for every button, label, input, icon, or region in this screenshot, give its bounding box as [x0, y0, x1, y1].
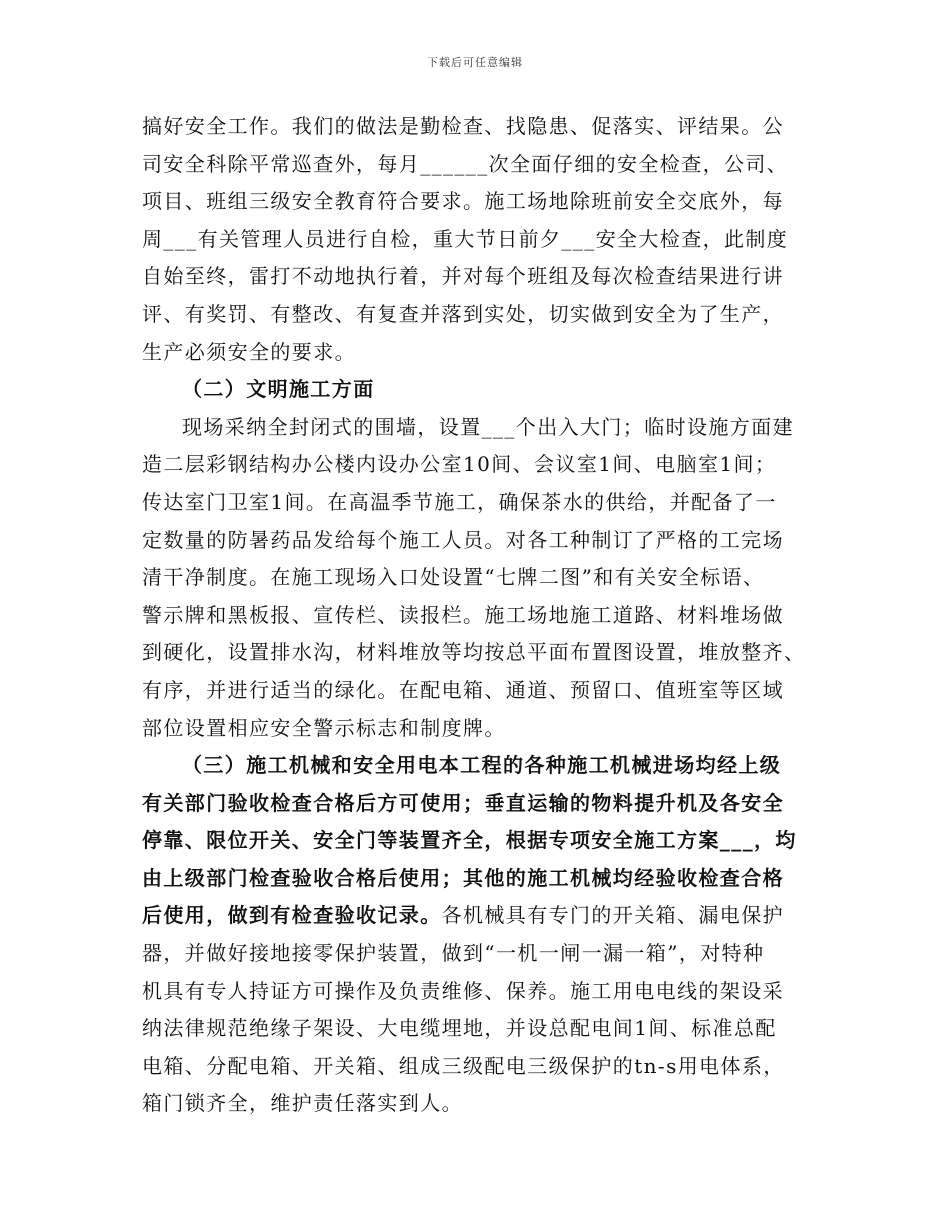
paragraph-line: 司安全科除平常巡查外，每月______次全面仔细的安全检查，公司、	[142, 151, 789, 176]
bold-text-run: 后使用，做到有检查验收记录。	[142, 903, 442, 928]
paragraph-line: 评、有奖罚、有整改、有复查并落到实处，切实做到安全为了生产，	[142, 301, 784, 326]
section-heading-line: （三）施工机械和安全用电本工程的各种施工机械进场均经上级	[182, 753, 782, 778]
section-heading: （二）文明施工方面	[182, 377, 375, 402]
paragraph-line: 部位设置相应安全警示标志和制度牌。	[142, 715, 506, 740]
paragraph-line: 项目、班组三级安全教育符合要求。施工场地除班前安全交底外，每	[142, 189, 784, 214]
paragraph-line: 纳法律规范绝缘子架设、大电缆埋地，并设总配电间1间、标准总配	[142, 1016, 777, 1041]
paragraph-line: 生产必须安全的要求。	[142, 339, 356, 364]
header-note: 下载后可任意编辑	[427, 56, 523, 69]
paragraph-line: 器，并做好接地接零保护装置，做到“一机一闸一漏一箱”，对特种	[142, 941, 765, 966]
bold-paragraph-line: 有关部门验收检查合格后方可使用；垂直运输的物料提升机及各安全	[142, 790, 784, 815]
paragraph-line: 搞好安全工作。我们的做法是勤检查、找隐患、促落实、评结果。公	[142, 114, 784, 138]
document-body	[142, 108, 812, 1123]
paragraph-line: 自始至终，雷打不动地执行着，并对每个班组及每次检查结果进行讲	[142, 264, 784, 289]
paragraph-line: 到硬化，设置排水沟，材料堆放等均按总平面布置图设置，堆放整齐、	[142, 640, 806, 665]
paragraph-line: 造二层彩钢结构办公楼内设办公室10间、会议室1间、电脑室1间；	[142, 452, 777, 477]
paragraph-line: 周___有关管理人员进行自检，重大节日前夕___安全大检查，此制度	[142, 226, 789, 251]
paragraph-line: 有序，并进行适当的绿化。在配电箱、通道、预留口、值班室等区域	[142, 677, 784, 702]
bold-paragraph-line: 停靠、限位开关、安全门等装置齐全，根据专项安全施工方案___，均	[142, 828, 797, 853]
mixed-paragraph-line	[142, 897, 812, 935]
paragraph-line: 定数量的防暑药品发给每个施工人员。对各工种制订了严格的工完场	[142, 527, 784, 552]
bold-paragraph-line: 由上级部门检查验收合格后使用；其他的施工机械均经验收检查合格	[142, 865, 784, 890]
normal-text-run: 各机械具有专门的开关箱、漏电保护	[441, 903, 785, 928]
paragraph-line: 电箱、分配电箱、开关箱、组成三级配电三级保护的tn-s用电体系，	[142, 1053, 785, 1078]
paragraph-line: 传达室门卫室1间。在高温季节施工，确保茶水的供给，并配备了一	[142, 489, 777, 514]
paragraph-line: 箱门锁齐全，维护责任落实到人。	[142, 1091, 463, 1116]
paragraph-line: 机具有专人持证方可操作及负责维修、保养。施工用电电线的架设采	[142, 978, 784, 1003]
paragraph-line: 警示牌和黑板报、宣传栏、读报栏。施工场地施工道路、材料堆场做	[142, 602, 784, 627]
paragraph-line: 清干净制度。在施工现场入口处设置“七牌二图”和有关安全标语、	[142, 565, 765, 590]
paragraph-line: 现场采纳全封闭式的围墙，设置___个出入大门；临时设施方面建	[182, 414, 794, 439]
